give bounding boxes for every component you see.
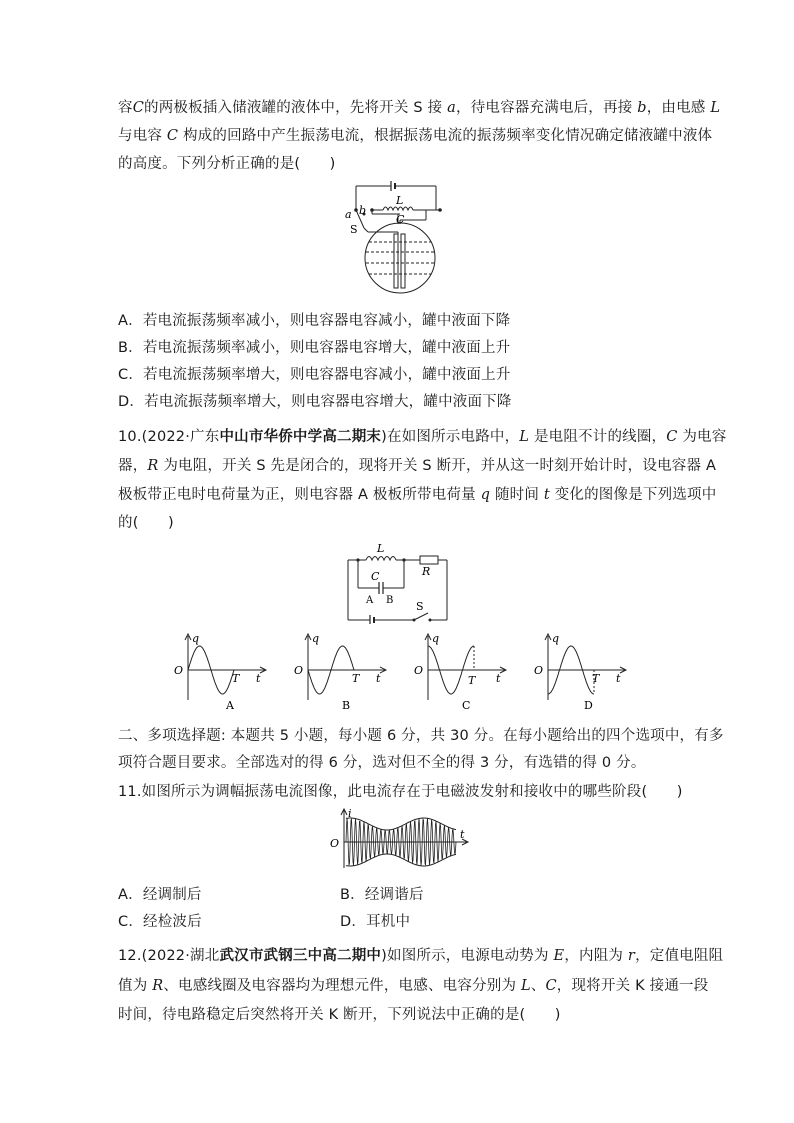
origin-label: O [330,837,340,850]
label-L: L [396,194,404,207]
q10-circuit-figure [340,542,455,624]
graph-option-a [170,630,270,710]
var-L: L [519,429,530,445]
axis-q-label: q [192,632,200,645]
text: 10.(2022·广东 [118,429,220,445]
q9-stem-line-3: 的高度。下列分析正确的是( ) [118,156,336,172]
text: 极板带正电时电荷量为正，则电容器 A 极板所带电荷量 [118,487,481,503]
var-L: L [710,100,721,116]
q9-option-b: B．若电流振荡频率减小，则电容器电容增大，罐中液面上升 [118,340,511,356]
q11-option-d: D．耳机中 [340,914,411,930]
source-name: 武汉市武钢三中高二期中 [219,948,382,964]
var-R: R [152,978,164,994]
text: 变化的图像是下列选项中 [549,487,717,503]
graph-option-b [290,630,390,710]
text: 随时间 [490,487,544,503]
option-label: D [584,699,593,710]
text: )在如图所示电路中， [381,429,520,445]
period-label: T [468,674,476,687]
graph-option-d [530,630,630,710]
q11-am-current-figure [322,806,472,872]
period-label: T [352,672,360,685]
text: ，内阻为 [564,948,628,964]
text: ，待电容器充满电后，再接 [456,100,638,116]
var-R: R [147,458,159,474]
q11-option-a: A．经调制后 [118,887,202,903]
section-2-heading-line-1: 二、多项选择题: 本题共 5 小题，每小题 6 分，共 30 分。在每小题给出的四个选项中，有多 [118,728,724,744]
source-name: 中山市华侨中学高二期末 [219,429,382,445]
text: 、电感线圈及电容器均为理想元件，电感、电容分别为 [163,978,521,994]
var-C: C [132,100,144,116]
label-L: L [377,542,385,555]
option-label: B [342,699,351,710]
axis-t-label: t [616,672,621,685]
q11-stem: 11.如图所示为调幅振荡电流图像，此电流存在于电磁波发射和接收中的哪些阶段( ) [118,784,683,800]
text: 值为 [118,978,153,994]
axis-q-label: q [312,632,320,645]
var-C: C [545,978,557,994]
label-b: b [359,204,367,217]
text: )如图所示，电源电动势为 [381,948,554,964]
period-label: T [592,672,600,685]
graph-option-c [410,630,510,710]
text: 器， [118,458,148,474]
origin-label: O [294,664,304,677]
q12-stem-line-3: 时间，待电路稳定后突然将开关 K 断开，下列说法中正确的是( ) [118,1007,561,1023]
var-E: E [553,948,565,964]
q9-stem-line-1 [118,96,720,117]
q9-tank-circuit-figure [340,178,450,296]
label-B: B [386,595,394,606]
axis-t-label: t [256,672,261,685]
period-label: T [232,672,240,685]
var-b: b [637,100,647,116]
axis-t-label: t [376,672,381,685]
option-label: C [462,699,471,710]
axis-i-label: i [348,807,352,820]
q9-option-a: A．若电流振荡频率减小，则电容器电容减小，罐中液面下降 [118,313,511,329]
var-a: a [447,100,456,116]
text: 构成的回路中产生振荡电流，根据振荡电流的振荡频率变化情况确定储液罐中液体 [178,128,713,144]
q10-stem-line-3 [118,483,716,504]
axis-q-label: q [552,632,560,645]
text: 、 [530,978,546,994]
text: ，由电感 [646,100,711,116]
q12-stem-line-1 [118,944,723,965]
q10-stem-line-1 [118,425,726,446]
text: 与电容 [118,128,167,144]
origin-label: O [534,664,544,677]
var-q: q [480,487,491,503]
text: ，定值电阻阻 [635,948,724,964]
label-A: A [366,595,374,606]
axis-q-label: q [432,632,440,645]
q9-option-c: C．若电流振荡频率增大，则电容器电容减小，罐中液面上升 [118,367,511,383]
q11-option-b: B．经调谐后 [340,887,424,903]
option-label: A [226,699,234,710]
q11-option-c: C．经检波后 [118,914,202,930]
text: 为电阻，开关 S 先是闭合的，现将开关 S 断开，并从这一时刻开始计时，设电容器 A [158,458,717,474]
text: 是电阻不计的线圈， [529,429,667,445]
text: 的两极板插入储液罐的液体中，先将开关 S 接 [144,100,448,116]
label-C: C [371,570,380,583]
origin-label: O [174,664,184,677]
section-2-heading-line-2: 项符合题目要求。全部选对的得 6 分，选对但不全的得 3 分，有选错的得 0 分。 [118,755,646,771]
label-C: C [396,213,405,226]
axis-t-label: t [460,828,465,841]
label-S: S [350,223,358,236]
q12-stem-line-2 [118,974,708,995]
axis-t-label: t [496,672,501,685]
origin-label: O [414,664,424,677]
q10-stem-line-4: 的( ) [118,515,174,531]
text: 容 [118,100,133,116]
text: 12.(2022·湖北 [118,948,220,964]
text: ，现将开关 K 接通一段 [556,978,709,994]
var-r: r [627,948,636,964]
label-R: R [422,565,431,578]
var-C: C [666,429,678,445]
label-a: a [345,208,352,221]
var-t: t [543,487,550,503]
var-C: C [166,128,179,144]
q9-stem-line-2 [118,124,712,145]
text: 为电容 [677,429,727,445]
label-S: S [416,600,424,613]
q10-stem-line-2 [118,454,716,475]
q9-option-d: D．若电流振荡频率增大，则电容器电容增大，罐中液面下降 [118,394,512,410]
var-L: L [520,978,531,994]
